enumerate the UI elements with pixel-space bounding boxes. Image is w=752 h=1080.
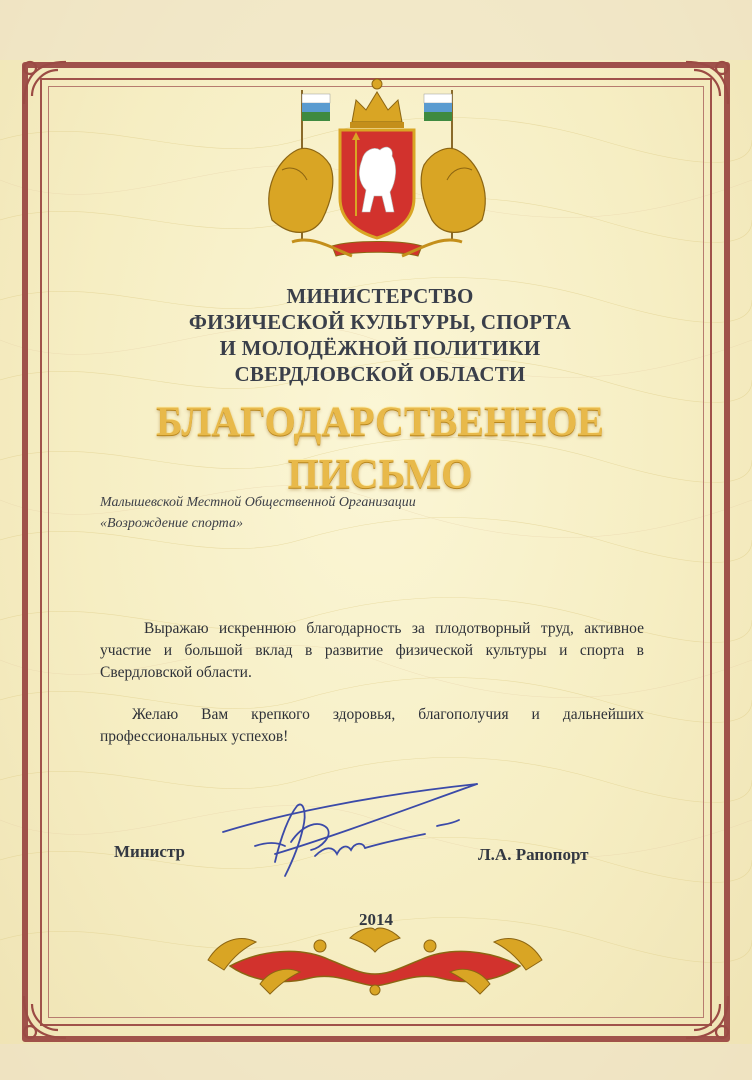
ministry-line: СВЕРДЛОВСКОЙ ОБЛАСТИ xyxy=(234,362,526,386)
signatory-name: Л.А. Рапопорт xyxy=(478,845,589,864)
ministry-line: МИНИСТЕРСТВО xyxy=(286,284,474,308)
corner-ornament-icon xyxy=(18,56,72,110)
corner-ornament-icon xyxy=(680,56,734,110)
ministry-line: И МОЛОДЁЖНОЙ ПОЛИТИКИ xyxy=(219,336,541,360)
document-title: БЛАГОДАРСТВЕННОЕ ПИСЬМО xyxy=(156,397,604,498)
laurel-ornament-icon xyxy=(200,920,550,1000)
year: 2014 xyxy=(359,910,393,929)
signatory-role: Министр xyxy=(114,842,185,861)
wishes-paragraph: Желаю Вам крепкого здоровья, благополучия и дальнейших профессиональных успехов! xyxy=(100,706,644,745)
ministry-name xyxy=(100,283,660,387)
recipient-line: Малышевской Местной Общественной Организации xyxy=(100,495,416,510)
handwritten-signature xyxy=(215,776,485,886)
ministry-line: ФИЗИЧЕСКОЙ КУЛЬТУРЫ, СПОРТА xyxy=(188,310,572,334)
corner-ornament-icon xyxy=(18,990,72,1044)
recipient-line: «Возрождение спорта» xyxy=(100,516,243,531)
corner-ornament-icon xyxy=(680,990,734,1044)
coat-of-arms-icon xyxy=(252,70,502,270)
gratitude-paragraph: Выражаю искреннюю благодарность за плодотворный труд, активное участие и большой вклад в развитие физической культуры и спорта в Свердловской области. xyxy=(100,620,644,681)
recipient xyxy=(100,492,660,534)
